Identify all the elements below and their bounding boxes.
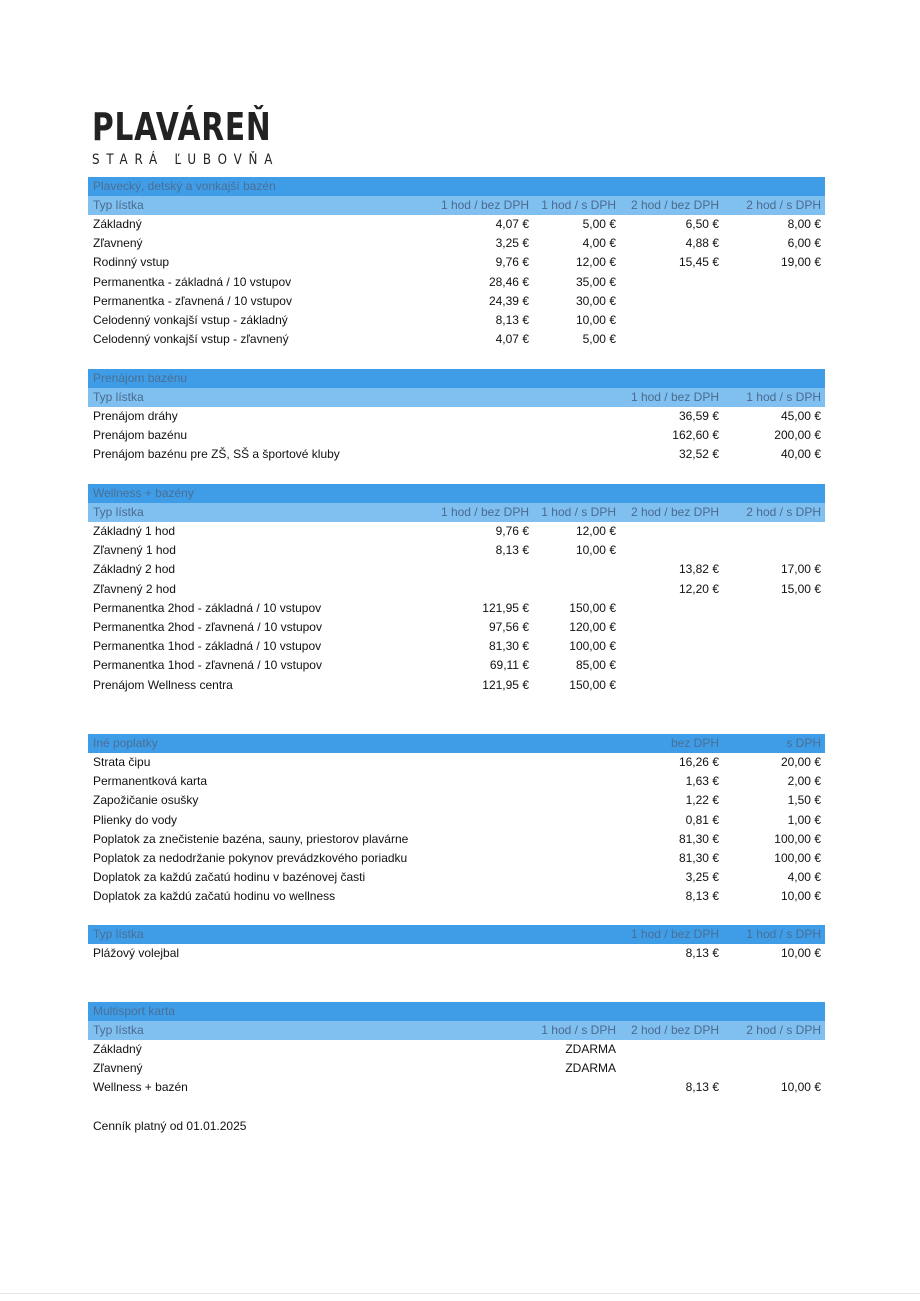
row-label: Základný [93,217,142,231]
price-cell [433,580,533,599]
row-label: Plienky do vody [93,812,178,827]
section-wellness [88,484,825,695]
header-1h-net: 1 hod / bez DPH [440,198,529,212]
price-cell: 1,63 € [685,774,719,789]
table-row [88,676,825,695]
page-edge [0,1293,920,1294]
price-cell: 121,95 € [482,600,529,615]
price-cell: 0,81 € [685,812,719,827]
price-cell: 81,30 € [678,850,719,865]
table-row [88,868,825,887]
price-cell [620,599,723,618]
price-cell: 2,00 € [787,774,821,789]
row-label: Základný 1 hod [93,524,176,538]
table-row [88,407,825,426]
price-cell: 6,50 € [685,217,719,231]
price-cell: 45,00 € [780,409,821,423]
price-cell [723,330,825,349]
table-row [88,887,825,906]
price-cell [620,541,723,560]
logo-title: PLAVÁREŇ [92,105,272,149]
section-multisport [88,1002,825,1098]
section-other-fees [88,734,825,907]
row-label: Permanentka 2hod - základná / 10 vstupov [93,600,322,615]
row-label: Poplatok za znečistenie bazéna, sauny, priestorov plavárne [93,831,409,846]
row-label: Doplatok za každú začatú hodinu vo wellness [93,889,336,904]
price-cell: 10,00 € [780,1080,821,1095]
price-cell: 8,13 € [495,312,529,327]
price-cell: 40,00 € [780,447,821,462]
price-cell: 20,00 € [780,755,821,769]
row-label: Permanentka 1hod - zľavnená / 10 vstupov [93,658,322,673]
price-cell: 4,88 € [685,236,719,251]
row-label: Permanentka 2hod - zľavnená / 10 vstupov [93,619,322,634]
price-cell: 150,00 € [569,600,616,615]
price-cell [723,676,825,695]
price-cell: 1,22 € [685,793,719,808]
section-title: Plavecký, detský a vonkajší bazén [93,179,276,193]
header-1h-net: 1 hod / bez DPH [630,927,719,941]
table-row [88,445,825,464]
price-cell: 69,11 € [489,658,529,673]
price-cell [723,292,825,311]
header-2h-net: 2 hod / bez DPH [630,505,719,519]
section-title-bar [88,1002,825,1021]
table-row [88,1040,825,1059]
price-cell [723,637,825,656]
price-cell [620,311,723,330]
price-cell: 5,00 € [582,217,616,231]
price-cell: 16,26 € [678,755,719,769]
section-beach-volleyball [88,925,825,963]
header-1h-net: 1 hod / bez DPH [630,390,719,404]
header-2h-gross: 2 hod / s DPH [746,198,821,212]
price-cell [723,311,825,330]
section-title: Multisport karta [93,1004,176,1018]
header-2h-gross: 2 hod / s DPH [746,505,821,519]
price-cell: 9,76 € [495,524,529,538]
price-cell [433,560,533,579]
table-row [88,234,825,253]
price-cell: 17,00 € [780,562,821,577]
table-row [88,580,825,599]
row-label: Doplatok za každú začatú hodinu v bazénovej časti [93,870,366,885]
price-cell: 1,50 € [787,793,821,808]
table-row [88,811,825,830]
price-cell [620,618,723,637]
header-type: Typ lístka [93,390,144,404]
table-row [88,772,825,791]
table-row [88,253,825,272]
price-cell: 13,82 € [678,562,719,577]
price-cell: 15,00 € [780,581,821,596]
table-row [88,849,825,868]
price-cell: 8,00 € [787,217,821,231]
price-cell: 35,00 € [575,274,616,289]
price-cell: 81,30 € [488,639,529,654]
row-label: Prenájom dráhy [93,409,178,423]
row-label: Zľavnený 2 hod [93,581,176,596]
price-cell: 30,00 € [575,293,616,308]
section-swimming-pool [88,177,825,349]
price-cell: 100,00 € [774,831,821,846]
table-row [88,637,825,656]
price-cell: ZDARMA [565,1042,616,1056]
price-cell [620,676,723,695]
table-row [88,618,825,637]
column-headers [88,1021,825,1040]
price-cell: 121,95 € [482,677,529,692]
price-cell: 200,00 € [774,428,821,443]
row-label: Poplatok za nedodržanie pokynov prevádzkového poriadku [93,850,408,865]
row-label: Zľavnený [93,1061,143,1076]
section-title: Prenájom bazénu [93,371,188,385]
section-title-bar [88,369,825,388]
price-cell [723,1040,825,1059]
row-label: Rodinný vstup [93,255,170,270]
price-cell [620,1040,723,1059]
price-cell [533,580,620,599]
price-cell: 8,13 € [495,543,529,558]
row-label: Celodenný vonkajší vstup - základný [93,312,288,327]
price-cell: 150,00 € [569,677,616,692]
header-1h-gross: 1 hod / s DPH [541,505,616,519]
price-cell [533,560,620,579]
price-cell: 24,39 € [488,293,529,308]
price-cell: 162,60 € [672,428,719,443]
price-cell: 28,46 € [488,274,529,289]
price-cell: 8,13 € [685,889,719,904]
column-headers [88,734,825,753]
price-cell: 120,00 € [569,619,616,634]
row-label: Strata čipu [93,755,151,769]
header-type: Typ lístka [93,927,144,941]
price-cell [620,330,723,349]
price-cell: 4,07 € [495,217,529,231]
table-row [88,1059,825,1078]
row-label: Základný 2 hod [93,562,176,577]
price-cell: 100,00 € [569,639,616,654]
price-cell: 9,76 € [495,255,529,270]
row-label: Permanentka 1hod - základná / 10 vstupov [93,639,322,654]
column-headers [88,925,825,944]
header-gross: s DPH [786,736,821,750]
price-cell: 12,00 € [575,524,616,538]
row-label: Plážový volejbal [93,946,180,960]
table-row [88,522,825,541]
row-label: Základný [93,1042,142,1056]
header-1h-gross: 1 hod / s DPH [746,390,821,404]
header-2h-gross: 2 hod / s DPH [746,1023,821,1037]
price-cell: 4,07 € [495,332,529,347]
table-row [88,311,825,330]
table-row [88,1078,825,1097]
section-title-bar [88,177,825,196]
price-cell: 10,00 € [575,543,616,558]
price-cell: 97,56 € [488,619,529,634]
section-pool-rental [88,369,825,465]
price-cell [533,1078,620,1097]
column-headers [88,388,825,407]
row-label: Prenájom bazénu pre ZŠ, SŠ a športové kluby [93,447,340,462]
price-cell [723,618,825,637]
row-label: Permanentka - základná / 10 vstupov [93,274,292,289]
header-net: bez DPH [670,736,719,750]
row-label: Zľavnený [93,236,143,251]
header-1h-net: 1 hod / bez DPH [440,505,529,519]
table-row [88,426,825,445]
price-cell: 81,30 € [678,831,719,846]
price-cell: 3,25 € [685,870,719,885]
table-row [88,292,825,311]
table-row [88,330,825,349]
price-cell: 10,00 € [780,889,821,904]
header-type: Typ lístka [93,1023,144,1037]
price-cell: 6,00 € [787,236,821,251]
row-label: Prenájom Wellness centra [93,677,233,692]
valid-from-note: Cenník platný od 01.01.2025 [93,1119,247,1133]
price-cell [620,656,723,675]
header-type: Typ lístka [93,505,144,519]
price-cell: 1,00 € [787,812,821,827]
section-title-bar [88,484,825,503]
price-cell: 12,20 € [678,581,719,596]
price-cell [723,522,825,541]
price-cell: 4,00 € [582,236,616,251]
price-cell: 100,00 € [774,850,821,865]
header-1h-gross: 1 hod / s DPH [541,1023,616,1037]
row-label: Prenájom bazénu [93,428,188,443]
header-1h-gross: 1 hod / s DPH [746,927,821,941]
price-cell [620,1059,723,1078]
price-cell: 10,00 € [575,312,616,327]
price-cell: ZDARMA [565,1061,616,1076]
price-cell: 36,59 € [678,409,719,423]
row-label: Celodenný vonkajší vstup - zľavnený [93,332,289,347]
table-row [88,830,825,849]
row-label: Permanentková karta [93,774,208,789]
table-row [88,560,825,579]
table-row [88,273,825,292]
price-cell: 32,52 € [678,447,719,462]
price-cell [620,292,723,311]
price-cell: 8,13 € [685,1080,719,1095]
table-row [88,541,825,560]
price-cell [723,273,825,292]
header-type: Typ lístka [93,198,144,212]
header-fee-type: Iné poplatky [93,736,158,750]
price-cell [723,656,825,675]
price-cell: 3,25 € [495,236,529,251]
price-cell: 85,00 € [575,658,616,673]
price-cell [723,541,825,560]
row-label: Zapožičanie osušky [93,793,199,808]
price-cell [723,1059,825,1078]
price-cell: 8,13 € [685,946,719,960]
table-row [88,215,825,234]
row-label: Zľavnený 1 hod [93,543,176,558]
price-cell: 5,00 € [582,332,616,347]
table-row [88,791,825,810]
table-row [88,944,825,963]
row-label: Permanentka - zľavnená / 10 vstupov [93,293,292,308]
price-cell: 19,00 € [780,255,821,270]
logo-subtitle: STARÁ ĽUBOVŇA [92,152,280,168]
price-cell: 15,45 € [678,255,719,270]
price-cell [620,273,723,292]
table-row [88,599,825,618]
table-row [88,753,825,772]
table-row [88,656,825,675]
logo [92,105,322,168]
price-cell: 10,00 € [780,946,821,960]
price-cell: 4,00 € [787,870,821,885]
header-2h-net: 2 hod / bez DPH [630,1023,719,1037]
row-label: Wellness + bazén [93,1080,188,1095]
price-cell: 12,00 € [575,255,616,270]
price-cell [723,599,825,618]
column-headers [88,196,825,215]
column-headers [88,503,825,522]
section-title: Wellness + bazény [93,486,194,500]
price-cell [620,522,723,541]
header-1h-gross: 1 hod / s DPH [541,198,616,212]
header-2h-net: 2 hod / bez DPH [630,198,719,212]
price-cell [620,637,723,656]
